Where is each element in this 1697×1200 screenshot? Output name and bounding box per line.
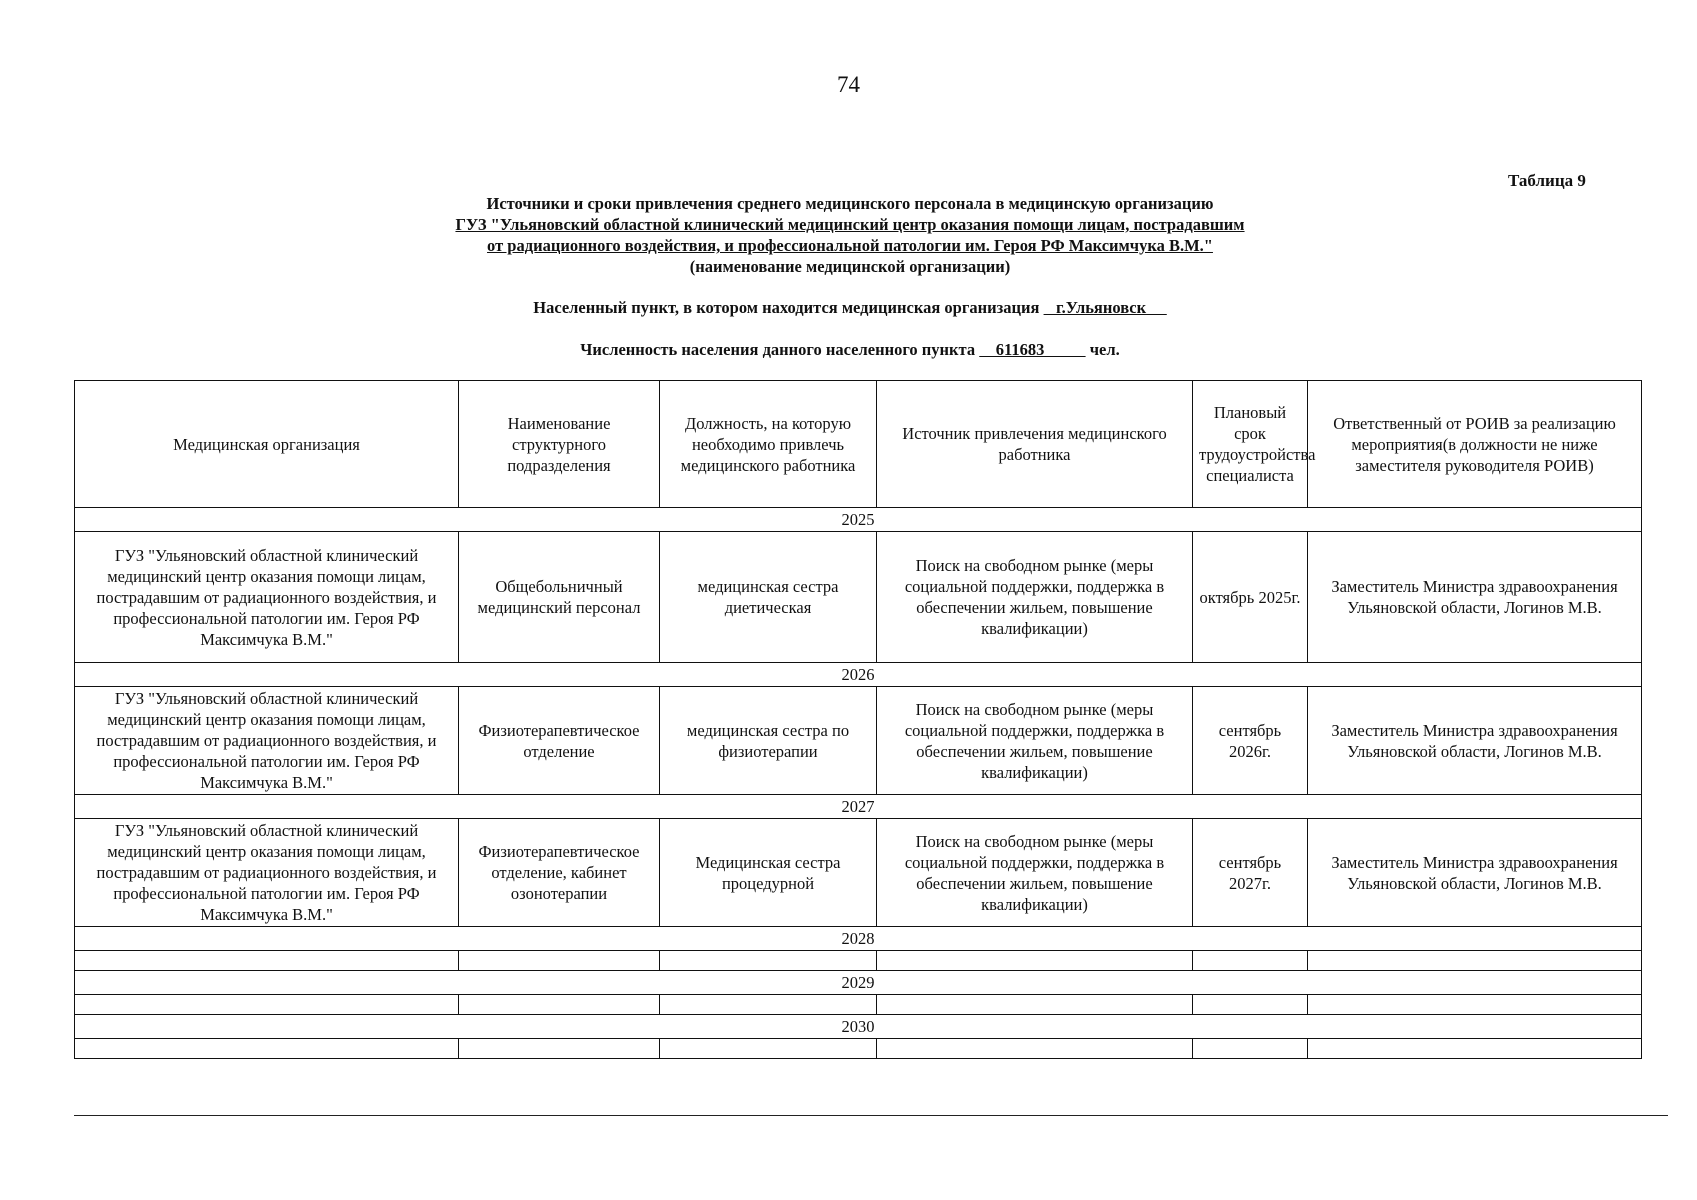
cell-responsible: Заместитель Министра здравоохранения Ульяновской области, Логинов М.В.: [1308, 532, 1642, 663]
location-label: Населенный пункт, в котором находится медицинская организация: [533, 298, 1040, 317]
cell-position: Медицинская сестра процедурной: [660, 819, 877, 927]
table-label: Таблица 9: [1508, 171, 1586, 190]
cell-unit: Общебольничный медицинский персонал: [459, 532, 660, 663]
year-row: 2028: [75, 927, 1642, 951]
location-value: г.Ульяновск: [1043, 298, 1167, 317]
population-unit: чел.: [1089, 340, 1120, 359]
year-row: 2030: [75, 1015, 1642, 1039]
location-line: [300, 298, 1400, 318]
cell-term: октябрь 2025г.: [1193, 532, 1308, 663]
cell-term: сентябрь 2027г.: [1193, 819, 1308, 927]
table-row: [75, 687, 1642, 795]
table-row: [75, 819, 1642, 927]
title-line-3: от радиационного воздействия, и профессиональной патологии им. Героя РФ Максимчука В.М.": [487, 236, 1213, 255]
staffing-table: [74, 380, 1642, 1059]
header-responsible: Ответственный от РОИВ за реализацию мероприятия(в должности не ниже заместителя руководителя РОИВ): [1308, 381, 1642, 508]
cell-term: сентябрь 2026г.: [1193, 687, 1308, 795]
population-label: Численность населения данного населенного пункта: [580, 340, 976, 359]
header-source: Источник привлечения медицинского работника: [877, 381, 1193, 508]
cell-responsible: Заместитель Министра здравоохранения Ульяновской области, Логинов М.В.: [1308, 819, 1642, 927]
population-line: [300, 340, 1400, 360]
cell-responsible: Заместитель Министра здравоохранения Ульяновской области, Логинов М.В.: [1308, 687, 1642, 795]
year-row: 2026: [75, 663, 1642, 687]
empty-row: [75, 995, 1642, 1015]
empty-row: [75, 951, 1642, 971]
footer-rule: [74, 1115, 1668, 1116]
header-unit: Наименование структурного подразделения: [459, 381, 660, 508]
cell-source: Поиск на свободном рынке (меры социальной поддержки, поддержка в обеспечении жильем, повышение квалификации): [877, 819, 1193, 927]
header-org: Медицинская организация: [75, 381, 459, 508]
table-row: [75, 532, 1642, 663]
cell-position: медицинская сестра диетическая: [660, 532, 877, 663]
header-row: [75, 381, 1642, 508]
title-caption: (наименование медицинской организации): [689, 257, 1011, 276]
empty-row: [75, 1039, 1642, 1059]
population-value: 611683: [979, 340, 1086, 359]
year-row: 2025: [75, 508, 1642, 532]
title-line-1: Источники и сроки привлечения среднего медицинского персонала в медицинскую организацию: [486, 194, 1214, 213]
year-row: 2027: [75, 795, 1642, 819]
cell-source: Поиск на свободном рынке (меры социальной поддержки, поддержка в обеспечении жильем, повышение квалификации): [877, 687, 1193, 795]
cell-unit: Физиотерапевтическое отделение: [459, 687, 660, 795]
cell-position: медицинская сестра по физиотерапии: [660, 687, 877, 795]
title-line-2: ГУЗ "Ульяновский областной клинический медицинский центр оказания помощи лицам, пострадавшим: [455, 215, 1245, 234]
cell-org: ГУЗ "Ульяновский областной клинический медицинский центр оказания помощи лицам, пострадавшим от радиационного воздействия, и профессиональной патологии им. Героя РФ Максимчука В.М.": [75, 819, 459, 927]
cell-org: ГУЗ "Ульяновский областной клинический медицинский центр оказания помощи лицам, пострадавшим от радиационного воздействия, и профессиональной патологии им. Героя РФ Максимчука В.М.": [75, 687, 459, 795]
year-row: 2029: [75, 971, 1642, 995]
cell-source: Поиск на свободном рынке (меры социальной поддержки, поддержка в обеспечении жильем, повышение квалификации): [877, 532, 1193, 663]
header-position: Должность, на которую необходимо привлечь медицинского работника: [660, 381, 877, 508]
header-term: Плановый срок трудоустройства специалиста: [1193, 381, 1308, 508]
page-number: 74: [837, 72, 860, 97]
cell-org: ГУЗ "Ульяновский областной клинический медицинский центр оказания помощи лицам, пострадавшим от радиационного воздействия, и профессиональной патологии им. Героя РФ Максимчука В.М.": [75, 532, 459, 663]
cell-unit: Физиотерапевтическое отделение, кабинет озонотерапии: [459, 819, 660, 927]
document-title: [300, 193, 1400, 277]
